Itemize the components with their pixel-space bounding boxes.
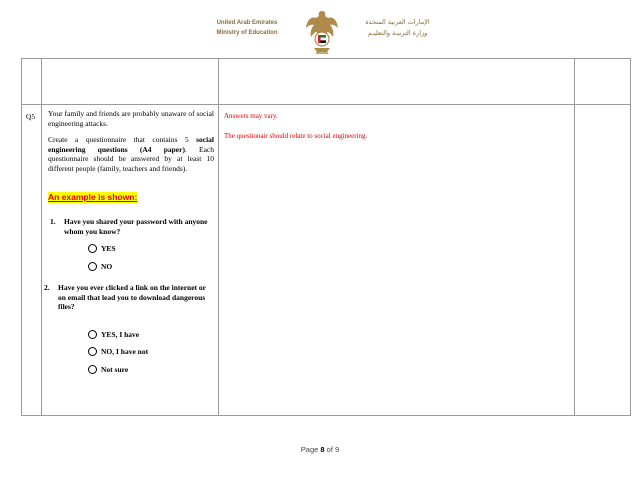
item-question: Have you ever clicked a link on the internet or on email that lead you to download dangerous files? <box>58 283 206 311</box>
ministry-name-arabic-line: وزارة التربيـة والتعليـم <box>367 29 428 37</box>
questionnaire-item-2 <box>44 283 214 374</box>
task-text: Create a questionnaire that contains 5 <box>48 135 197 144</box>
uae-emblem-icon <box>304 8 340 58</box>
ministry-name-english <box>196 18 298 38</box>
radio-circle-icon[interactable] <box>88 365 97 374</box>
cell <box>575 59 631 105</box>
questionnaire-item-1 <box>48 217 214 271</box>
option-label: YES, I have <box>101 329 140 339</box>
item-number: 2. <box>44 283 50 292</box>
item-number: 1. <box>50 217 56 226</box>
page-label: Page <box>300 445 321 454</box>
radio-circle-icon[interactable] <box>88 244 97 253</box>
ministry-name: Ministry of Education <box>216 30 278 36</box>
answer-line-2: The questionair should relate to social engineering. <box>224 132 368 140</box>
page-header <box>0 8 640 58</box>
cell <box>42 59 219 105</box>
question-intro: Your family and friends are probably unaware of social engineering attacks. <box>48 109 214 128</box>
item-question: Have you shared your password with anyone whom you know? <box>64 217 208 236</box>
task-bold-text: social engineering questions (A4 paper) <box>48 135 214 154</box>
example-label: An example is shown: <box>48 192 138 202</box>
option-yes[interactable] <box>88 244 214 254</box>
option-no[interactable] <box>88 262 214 272</box>
option-not-sure[interactable] <box>88 365 214 375</box>
answer-line-1: Answers may vary. <box>224 112 278 120</box>
page-footer <box>0 445 640 454</box>
marks-cell <box>575 105 631 416</box>
country-name: United Arab Emirates <box>216 20 278 26</box>
ministry-name-arabic <box>345 17 450 39</box>
worksheet-table <box>21 58 631 416</box>
radio-circle-icon[interactable] <box>88 330 97 339</box>
option-label: YES <box>101 244 116 253</box>
question-number-cell <box>22 105 42 416</box>
option-label: NO <box>101 261 113 271</box>
question-task <box>48 135 214 173</box>
option-label: Not sure <box>101 364 129 374</box>
answer-cell <box>219 105 575 416</box>
country-name-arabic: الإمارات العربية المتحدة <box>365 18 430 26</box>
task-text-end: . Each questionnaire should be answered by at least 10 different people (family, teachers and friends). <box>48 144 214 173</box>
table-row-empty <box>22 59 631 105</box>
radio-circle-icon[interactable] <box>88 262 97 271</box>
page-number: 8 <box>320 445 325 454</box>
question-cell <box>42 105 219 416</box>
cell <box>22 59 42 105</box>
question-number: Q5 <box>26 112 36 121</box>
page-total: 9 <box>335 445 340 454</box>
radio-circle-icon[interactable] <box>88 347 97 356</box>
table-row-q5 <box>22 105 631 416</box>
option-no-i-have-not[interactable] <box>88 347 214 357</box>
option-yes-i-have[interactable] <box>88 330 214 340</box>
cell <box>219 59 575 105</box>
option-label: NO, I have not <box>101 347 149 356</box>
page-of-label: of <box>324 445 336 454</box>
